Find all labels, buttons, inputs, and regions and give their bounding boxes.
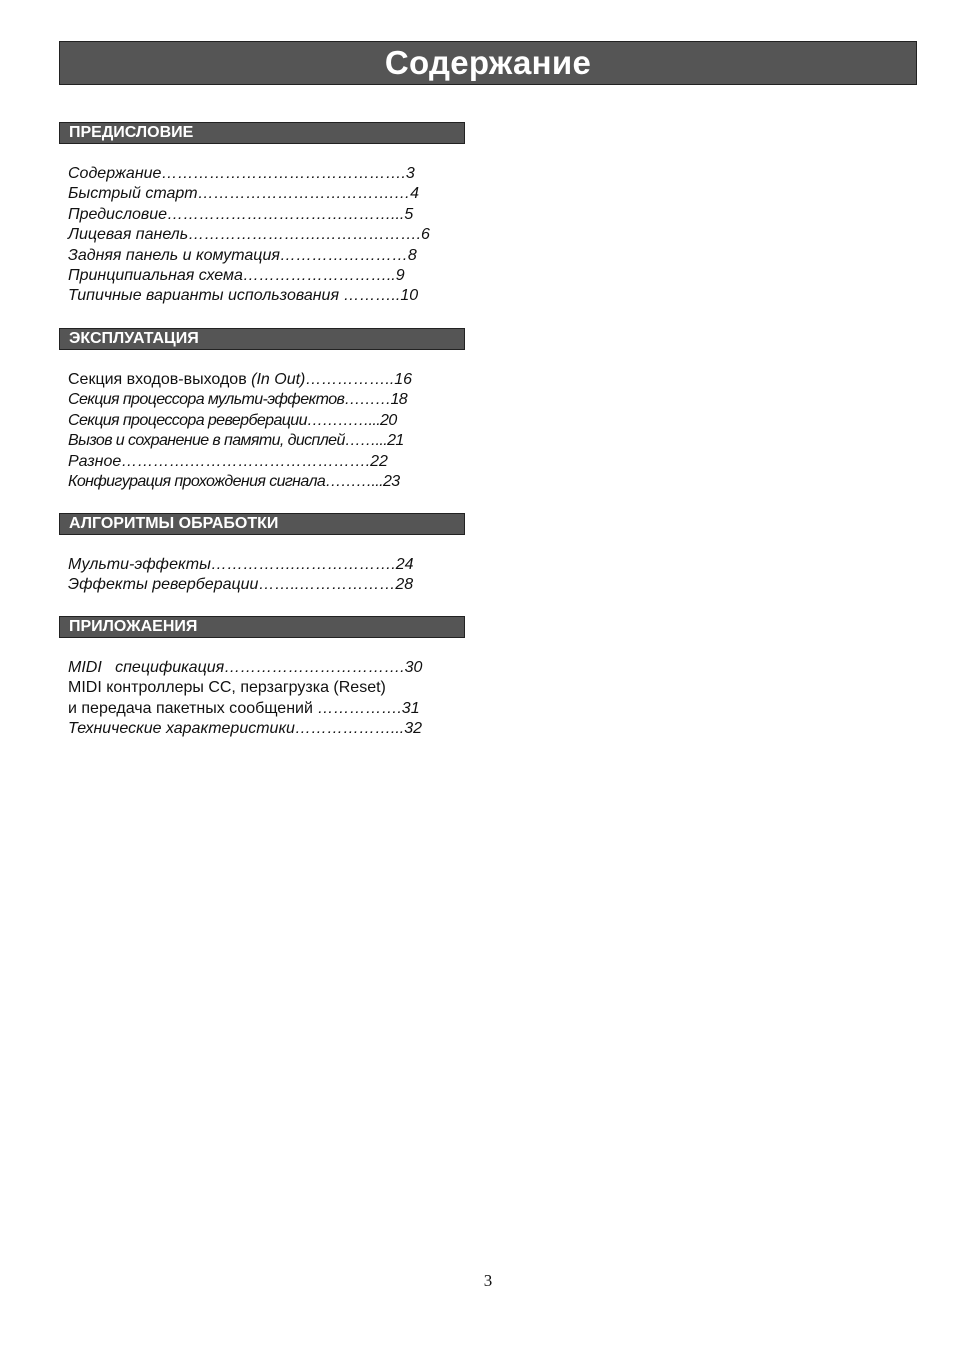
page-title-bar: [59, 41, 917, 85]
section-heading: ПРЕДИСЛОВИЕ: [59, 122, 465, 144]
toc-entry[interactable]: Эффекты реверберации……..………………28: [68, 576, 414, 594]
toc-list: [59, 658, 465, 740]
page-number: 3: [483, 1271, 493, 1290]
toc-entry[interactable]: Мульти-эффекты…………….……………….24: [68, 556, 414, 573]
toc-entry[interactable]: Разное………….…………………………….22: [68, 452, 388, 470]
toc-entry[interactable]: Секция процессора реверберации…………...20: [68, 411, 397, 429]
section-appendices: [59, 616, 465, 740]
toc-entry[interactable]: MIDI спецификация…………………………….30: [68, 659, 423, 676]
section-algorithms: [59, 513, 465, 596]
toc-list: [59, 370, 465, 492]
toc-entry[interactable]: Вызов и сохранение в памяти, дисплей……...21: [68, 432, 404, 450]
toc-entry[interactable]: Типичные варианты использования ………..10: [68, 287, 419, 305]
toc-entry[interactable]: Секция входов-выходов (In Out)……………..16: [68, 371, 413, 388]
section-heading: ПРИЛОЖАЕНИЯ: [59, 616, 465, 638]
toc-entry[interactable]: Конфигурация прохождения сигнала………...23: [68, 473, 400, 491]
section-preface: [59, 122, 465, 307]
toc-entry[interactable]: Технические характеристики………………...32: [68, 720, 423, 738]
toc-entry-line: MIDI контроллеры СС, перзагрузка (Reset): [68, 679, 386, 697]
toc-entry[interactable]: Предисловие……………………………………...5: [68, 205, 414, 223]
section-heading: ЭКСПЛУАТАЦИЯ: [59, 328, 465, 350]
section-operation: [59, 328, 465, 492]
toc-entry[interactable]: Секция процессора мульти-эффектов………18: [68, 391, 408, 409]
toc-entry-line: и передача пакетных сообщений …………….31: [68, 699, 420, 717]
toc-entry[interactable]: Задняя панель и комутация……………………8: [68, 246, 417, 264]
toc-list: [59, 555, 465, 596]
toc-entry[interactable]: Лицевая панель…………………….……………….6: [68, 226, 430, 244]
toc-entry[interactable]: Содержание……………………………………….3: [68, 165, 415, 182]
section-heading: АЛГОРИТМЫ ОБРАБОТКИ: [59, 513, 465, 535]
toc-entry[interactable]: [68, 678, 465, 719]
toc-list: [59, 164, 465, 307]
page-title: Содержание: [384, 44, 592, 81]
toc-entry[interactable]: Быстрый старт……………………………….…4: [68, 185, 419, 203]
toc-entry[interactable]: Принципиальная схема………………………..9: [68, 267, 405, 285]
